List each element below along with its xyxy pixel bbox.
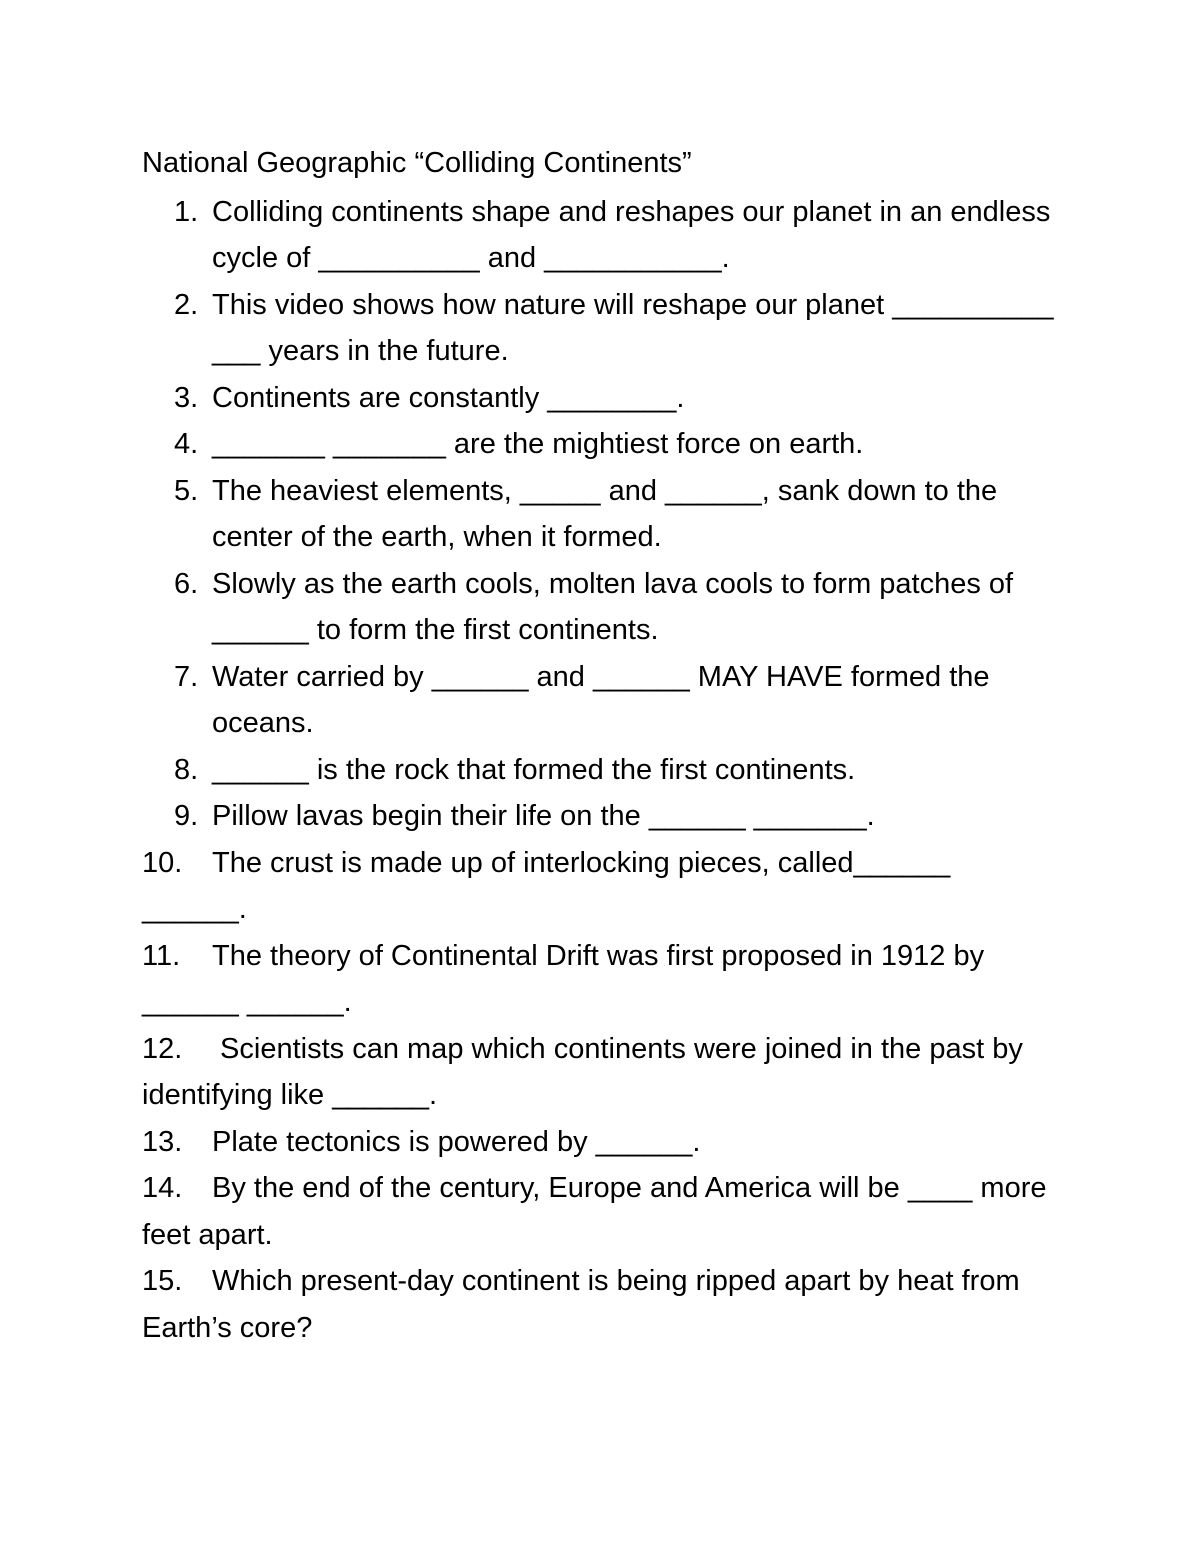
question-5	[142, 468, 1062, 561]
question-text: Scientists can map which continents were joined in the past by identifying like ______.	[142, 1032, 1023, 1111]
question-number: 15.	[142, 1265, 183, 1297]
question-text: The heaviest elements, _____ and ______, sank down to the center of the earth, when it formed.	[212, 474, 998, 553]
question-text: The theory of Continental Drift was first proposed in 1912 by ______ ______.	[142, 939, 985, 1018]
question-text: Continents are constantly ________.	[212, 381, 685, 414]
question-number: 12.	[142, 1032, 183, 1065]
question-1	[142, 189, 1062, 282]
question-list	[142, 189, 1062, 1352]
question-text: Colliding continents shape and reshapes our planet in an endless cycle of __________ and ___________.	[212, 195, 1051, 274]
question-14	[142, 1165, 1062, 1258]
question-text: By the end of the century, Europe and America will be ____ more feet apart.	[142, 1172, 1047, 1251]
question-15	[142, 1258, 1062, 1351]
question-13	[142, 1119, 1062, 1166]
question-text: The crust is made up of interlocking pieces, called______ ______.	[142, 846, 951, 925]
question-11	[142, 933, 1062, 1026]
question-number: 1.	[174, 195, 199, 228]
question-number: 3.	[174, 381, 199, 414]
worksheet-title: National Geographic “Colliding Continents”	[142, 147, 692, 179]
question-3	[142, 375, 1062, 422]
question-text: This video shows how nature will reshape our planet __________ ___ years in the future.	[212, 288, 1054, 367]
question-number: 6.	[174, 567, 199, 600]
question-text: Which present-day continent is being ripped apart by heat from Earth’s core?	[142, 1265, 1020, 1344]
question-7	[142, 654, 1062, 747]
question-number: 4.	[174, 428, 199, 460]
question-text: Water carried by ______ and ______ MAY HAVE formed the oceans.	[212, 660, 990, 739]
question-number: 7.	[174, 660, 199, 693]
question-2	[142, 282, 1062, 375]
question-9	[142, 793, 1062, 840]
question-number: 5.	[174, 474, 199, 507]
question-6	[142, 561, 1062, 654]
question-number: 13.	[142, 1125, 183, 1158]
question-number: 8.	[174, 753, 199, 786]
question-text: _______ _______ are the mightiest force on earth.	[212, 428, 864, 460]
worksheet-content	[142, 140, 1062, 1351]
question-10	[142, 840, 1062, 933]
question-number: 14.	[142, 1172, 183, 1204]
question-number: 9.	[174, 800, 199, 832]
question-text: Slowly as the earth cools, molten lava cools to form patches of ______ to form the first continents.	[212, 567, 1014, 646]
question-8	[142, 747, 1062, 794]
question-12	[142, 1026, 1062, 1119]
question-text: Plate tectonics is powered by ______.	[212, 1125, 701, 1158]
question-number: 11.	[142, 939, 181, 972]
question-number: 10.	[142, 846, 183, 879]
question-number: 2.	[174, 288, 199, 321]
question-text: ______ is the rock that formed the first continents.	[212, 753, 856, 786]
question-text: Pillow lavas begin their life on the ______ _______.	[212, 800, 875, 832]
question-4	[142, 421, 1062, 468]
